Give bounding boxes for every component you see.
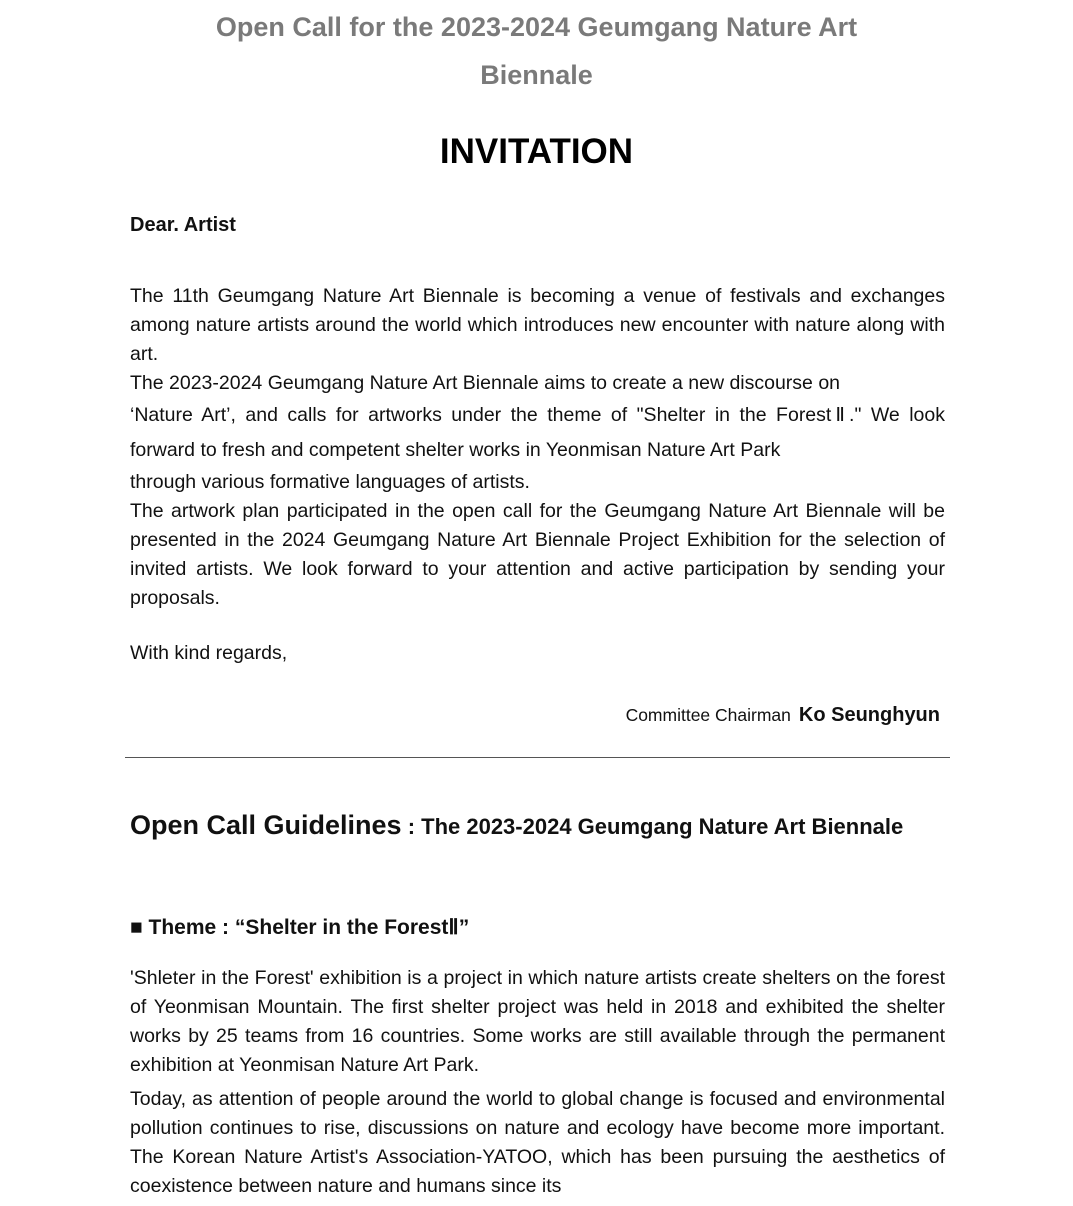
- theme-heading: ■ Theme : “Shelter in the ForestⅡ”: [130, 916, 470, 939]
- guidelines-body: [130, 964, 945, 1201]
- guidelines-paragraph-2: Today, as attention of people around the world to global change is focused and environmental pollution continues to rise, discussions on nature and ecology have become more important. The Korean Nature Artist's Association-YATOO, which has been pursuing the aesthetics of coexistence between nature and humans since its: [130, 1088, 945, 1197]
- divider: [125, 757, 950, 758]
- document-title-line1: Open Call for the 2023-2024 Geumgang Nature Art: [215, 12, 858, 42]
- signer-title: Committee Chairman: [625, 705, 791, 725]
- invitation-heading: INVITATION: [439, 132, 634, 171]
- letter-paragraph-1: The 11th Geumgang Nature Art Biennale is becoming a venue of festivals and exchanges among nature artists around the world which introduces new encounter with nature along with art.: [130, 285, 945, 365]
- letter-paragraph-2b: ‘Nature Art’, and calls for artworks under the theme of "Shelter in the ForestⅡ." We look forward to fresh and competent shelter works in Yeonmisan Nature Art Park: [130, 404, 945, 461]
- letter-paragraph-2c: through various formative languages of artists.: [130, 471, 530, 493]
- salutation: Dear. Artist: [130, 214, 236, 236]
- letter-body: [130, 282, 945, 613]
- letter-paragraph-2a: The 2023-2024 Geumgang Nature Art Biennale aims to create a new discourse on: [130, 372, 841, 394]
- guidelines-subtitle: : The 2023-2024 Geumgang Nature Art Biennale: [407, 814, 904, 839]
- guidelines-title: Open Call Guidelines: [130, 810, 402, 840]
- signer-name: Ko Seunghyun: [798, 704, 940, 726]
- closing: With kind regards,: [130, 642, 288, 664]
- signature: [626, 704, 940, 727]
- letter-paragraph-3: The artwork plan participated in the open call for the Geumgang Nature Art Biennale will be presented in the 2024 Geumgang Nature Art Biennale Project Exhibition for the selection of invited artists. We look forward to your attention and active participation by sending your proposals.: [130, 500, 945, 609]
- guidelines-heading: [130, 810, 930, 842]
- guidelines-paragraph-1: 'Shleter in the Forest' exhibition is a project in which nature artists create shelters on the forest of Yeonmisan Mountain. The first shelter project was held in 2018 and exhibited the shelter works by 25 teams from 16 countries. Some works are still available through the permanent exhibition at Yeonmisan Nature Art Park.: [130, 967, 945, 1076]
- document-title-line2: Biennale: [480, 60, 593, 90]
